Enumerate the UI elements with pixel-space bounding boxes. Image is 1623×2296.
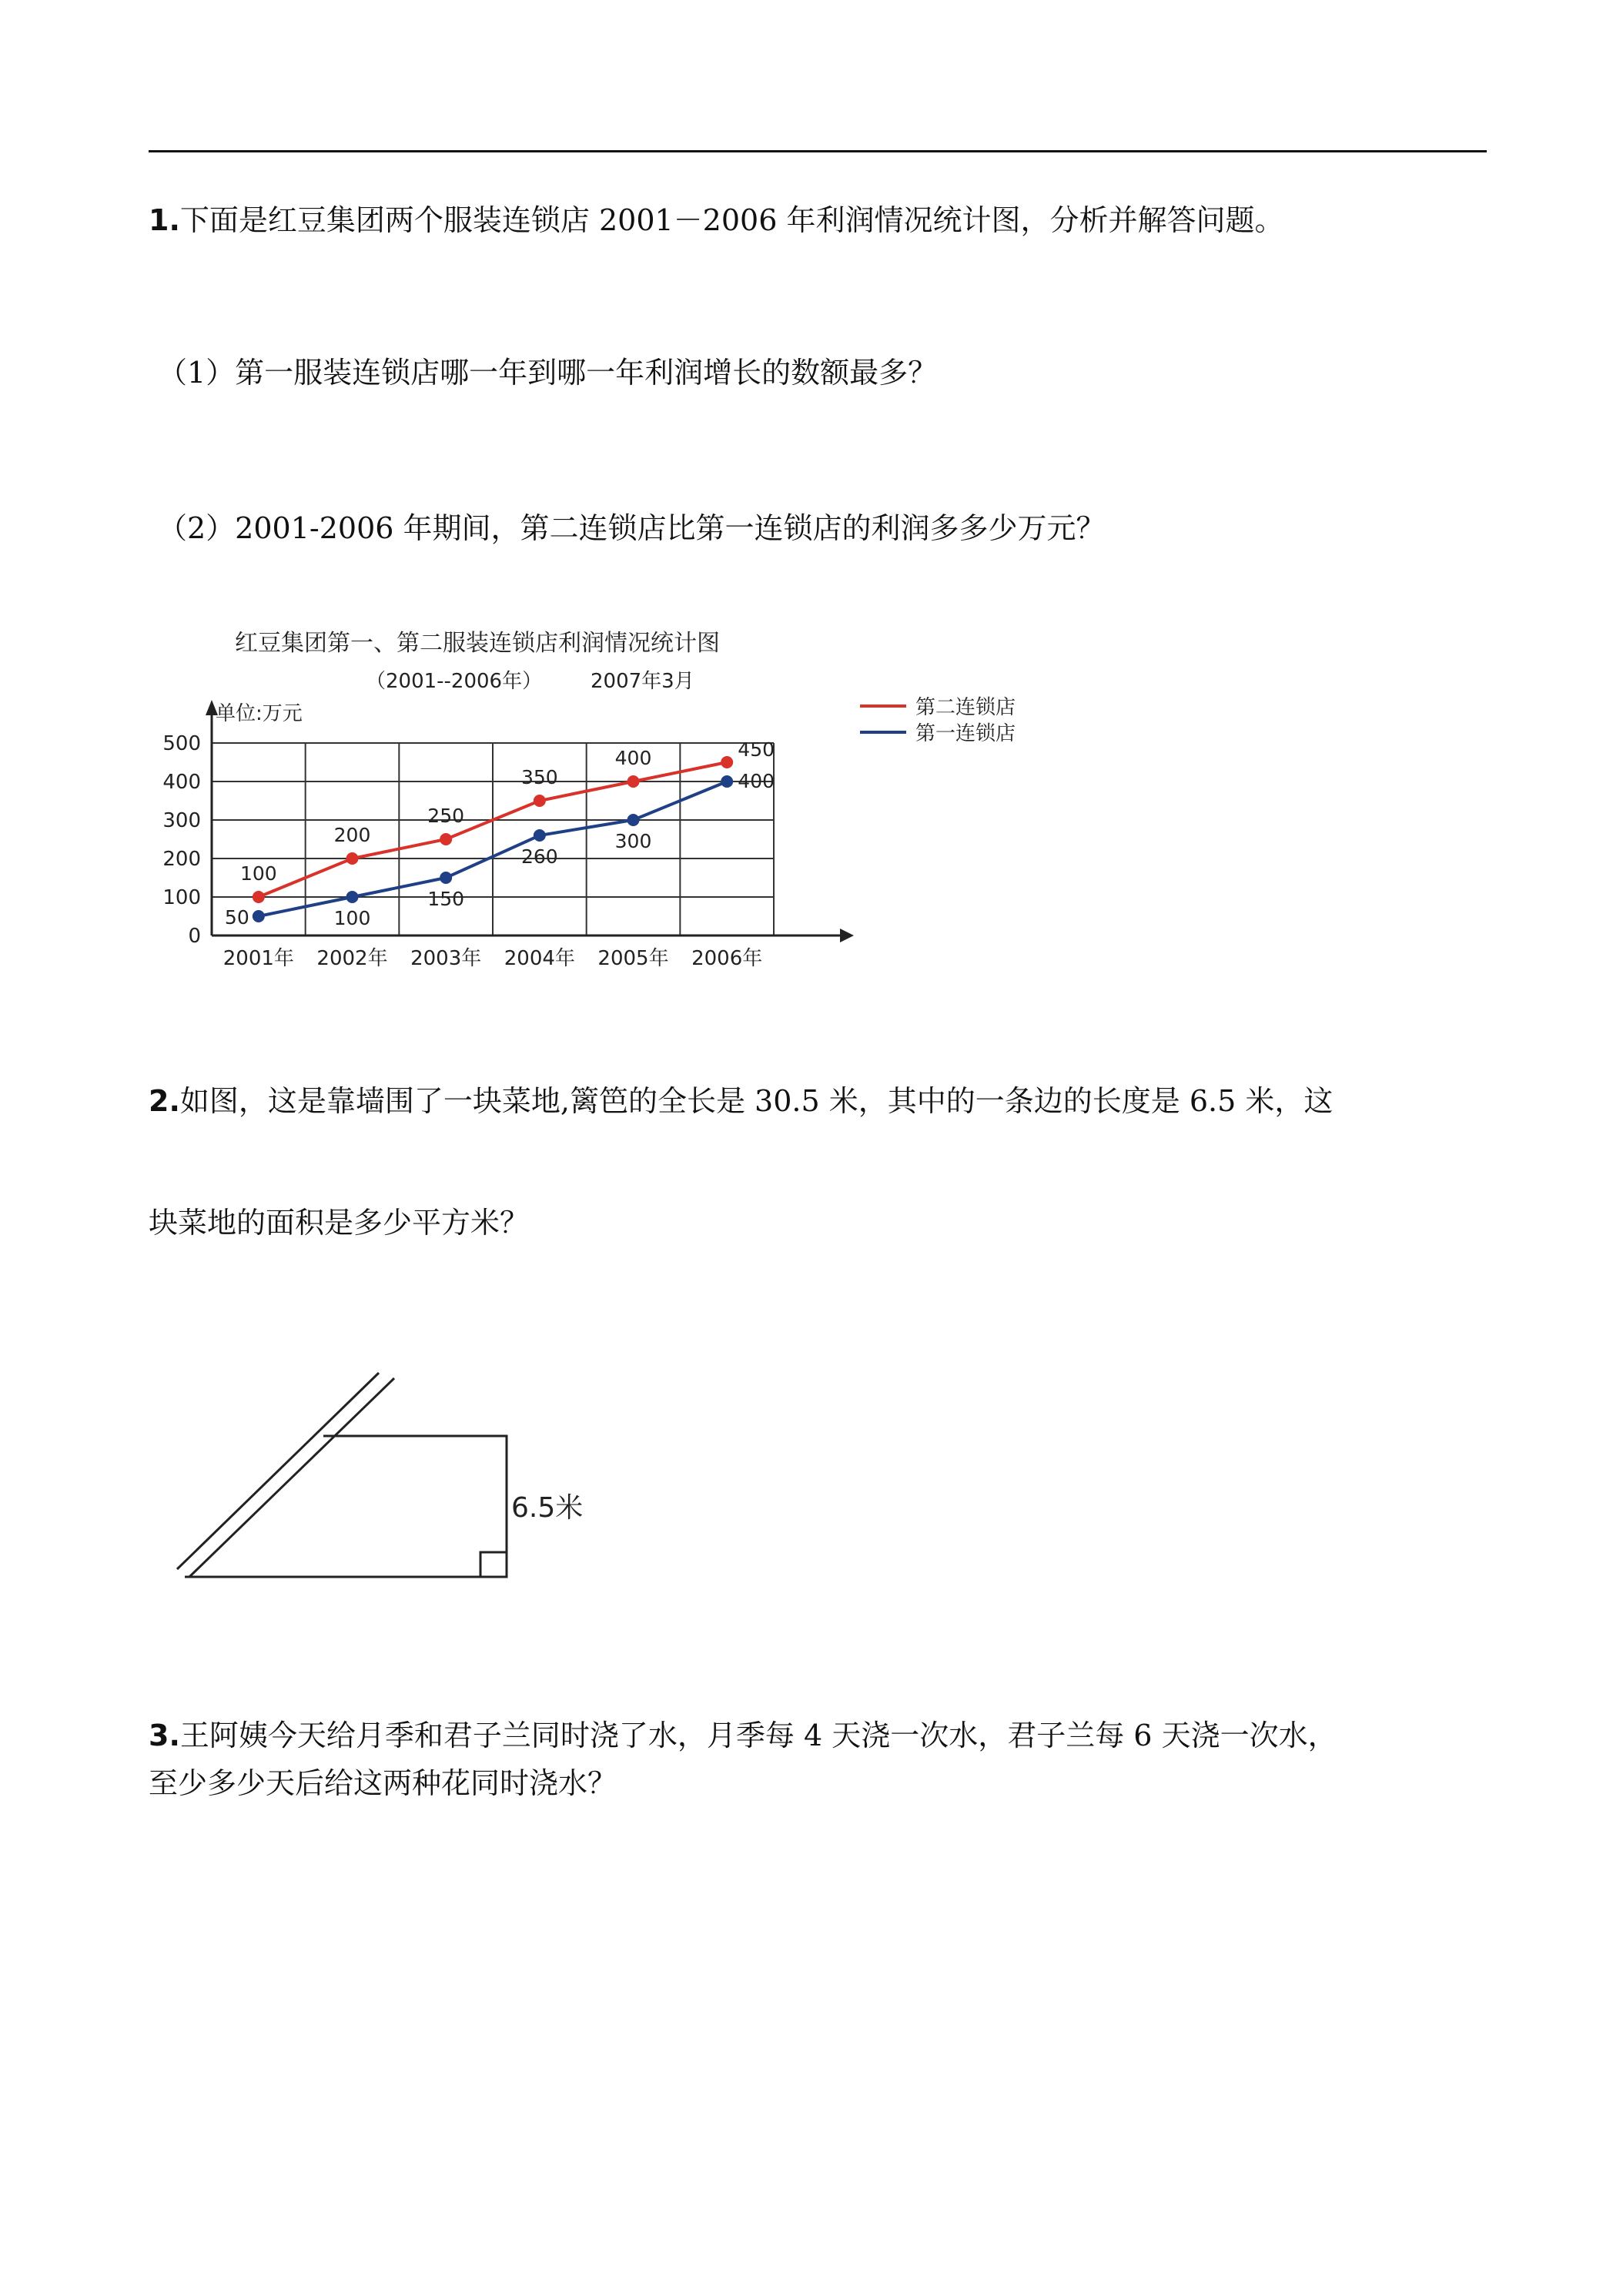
question-3 bbox=[149, 1719, 1337, 1752]
data-label: 100 bbox=[333, 907, 371, 929]
x-tick-label: 2002年 bbox=[316, 947, 388, 970]
question-1-sub-1: （1）第一服装连锁店哪一年到哪一年利润增长的数额最多？ bbox=[158, 356, 938, 390]
y-tick-label: 100 bbox=[162, 886, 201, 909]
data-point bbox=[346, 891, 359, 903]
question-1-number: 1. bbox=[149, 203, 180, 237]
side-length-label: 6.5米 bbox=[511, 1492, 584, 1524]
chart-series bbox=[225, 738, 775, 929]
profit-line-chart bbox=[158, 620, 1082, 989]
question-3-line-2: 至少多少天后给这两种花同时浇水？ bbox=[149, 1766, 617, 1800]
question-2-number: 2. bbox=[149, 1084, 180, 1118]
data-point bbox=[440, 872, 452, 884]
data-label: 450 bbox=[738, 738, 775, 761]
data-point bbox=[534, 829, 546, 842]
x-axis-arrow bbox=[840, 929, 854, 942]
question-1 bbox=[149, 203, 1283, 237]
chart-title: 红豆集团第一、第二服装连锁店利润情况统计图 bbox=[235, 630, 720, 657]
y-tick-label: 0 bbox=[188, 925, 201, 948]
y-tick-label: 300 bbox=[162, 809, 201, 832]
chart-y-axis-label: 单位:万元 bbox=[216, 702, 303, 725]
data-label: 400 bbox=[614, 747, 652, 769]
question-1-sub-2: （2）2001-2006 年期间，第二连锁店比第一连锁店的利润多多少万元？ bbox=[158, 511, 1106, 545]
data-point bbox=[534, 795, 546, 807]
header-rule bbox=[149, 150, 1487, 152]
chart-subtitle-date: 2007年3月 bbox=[591, 670, 694, 693]
x-tick-label: 2006年 bbox=[691, 947, 763, 970]
data-label: 50 bbox=[224, 906, 249, 929]
x-tick-label: 2004年 bbox=[504, 947, 575, 970]
question-3-number: 3. bbox=[149, 1719, 180, 1752]
data-label: 300 bbox=[614, 830, 652, 852]
vegetable-plot-figure bbox=[169, 1371, 631, 1594]
chart-legend bbox=[860, 696, 1016, 745]
chart-grid bbox=[212, 743, 774, 935]
wall-line-inner bbox=[189, 1378, 394, 1577]
plot-diagram bbox=[169, 1371, 631, 1594]
question-2 bbox=[149, 1084, 1333, 1118]
data-point bbox=[627, 775, 640, 788]
data-label: 200 bbox=[333, 824, 371, 846]
data-label: 400 bbox=[738, 770, 775, 792]
legend-label: 第二连锁店 bbox=[915, 696, 1016, 719]
data-point bbox=[253, 891, 265, 903]
question-2-line-2: 块菜地的面积是多少平方米？ bbox=[149, 1206, 530, 1240]
right-angle-mark bbox=[480, 1552, 507, 1577]
data-label: 100 bbox=[239, 862, 277, 885]
data-point bbox=[721, 775, 733, 788]
data-point bbox=[346, 852, 359, 865]
legend-label: 第一连锁店 bbox=[915, 722, 1016, 745]
data-label: 260 bbox=[520, 845, 558, 868]
x-tick-label: 2005年 bbox=[597, 947, 669, 970]
data-label: 150 bbox=[427, 888, 465, 910]
y-tick-label: 500 bbox=[162, 732, 201, 755]
question-2-line-1: 如图，这是靠墙围了一块菜地,篱笆的全长是 30.5 米，其中的一条边的长度是 6.5 米，这 bbox=[179, 1084, 1334, 1118]
data-point bbox=[627, 814, 640, 826]
y-tick-label: 400 bbox=[162, 771, 201, 794]
data-point bbox=[253, 910, 265, 922]
question-3-line-1: 王阿姨今天给月季和君子兰同时浇了水，月季每 4 天浇一次水，君子兰每 6 天浇一次水， bbox=[179, 1719, 1337, 1752]
wall-line-outer bbox=[177, 1373, 379, 1569]
x-tick-label: 2001年 bbox=[223, 947, 294, 970]
chart-subtitle-period: （2001--2006年） bbox=[366, 670, 543, 693]
data-point bbox=[721, 756, 733, 768]
data-label: 350 bbox=[520, 766, 558, 788]
data-label: 250 bbox=[427, 805, 465, 827]
data-point bbox=[440, 833, 452, 845]
chart-svg bbox=[158, 620, 1082, 989]
question-1-text: 下面是红豆集团两个服装连锁店 2001－2006 年利润情况统计图，分析并解答问题。 bbox=[179, 203, 1284, 237]
y-tick-label: 200 bbox=[162, 848, 201, 871]
x-tick-label: 2003年 bbox=[410, 947, 482, 970]
fence-outline bbox=[185, 1436, 507, 1577]
